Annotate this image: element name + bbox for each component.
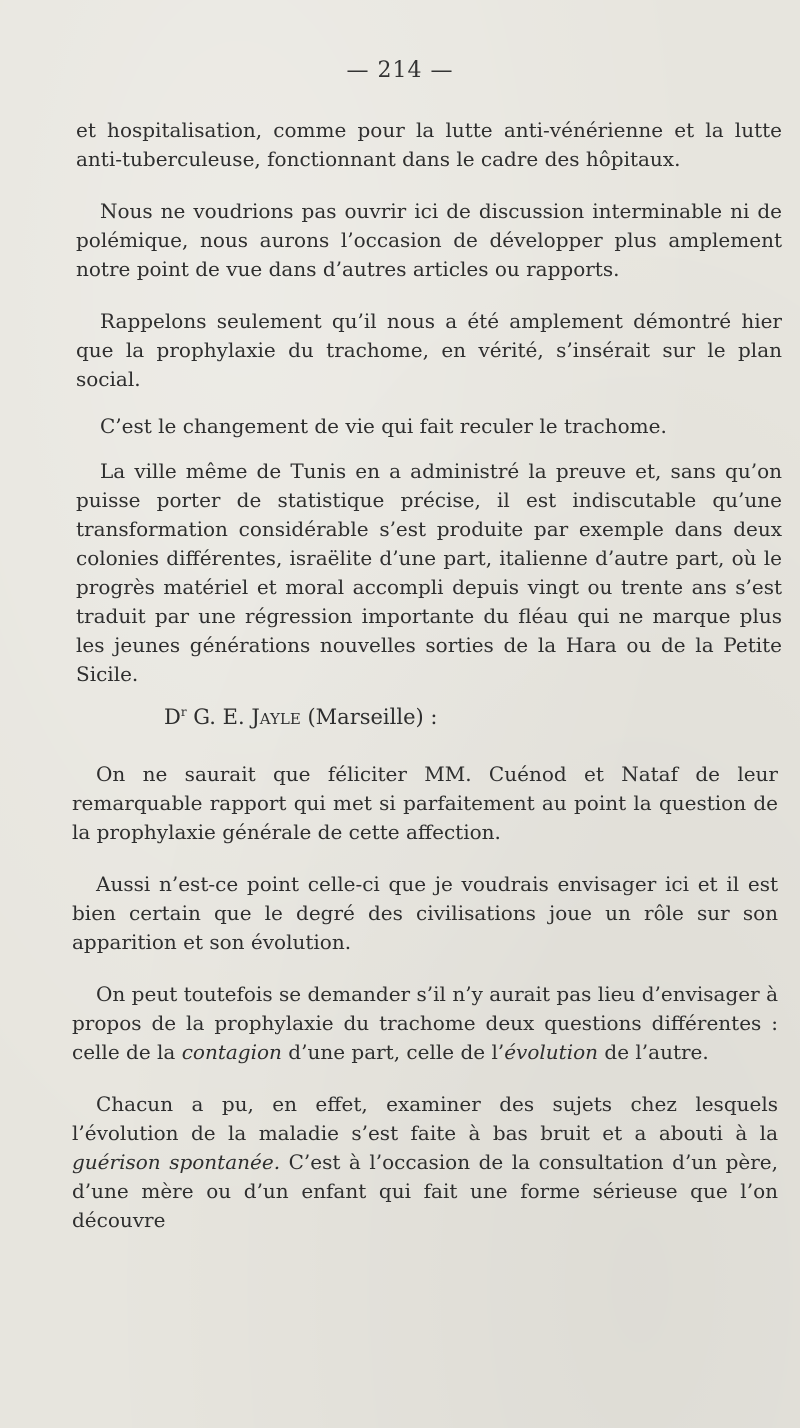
heading-place: (Marseille) : (300, 705, 438, 729)
page-number: — 214 — (346, 58, 454, 83)
speaker-heading (164, 705, 437, 729)
paragraph: La ville même de Tunis en a administré la preuve et, sans qu’on puisse porter de statistique précise, il est indiscutable qu’une transformation considérable s’est produite par exemple dans deux colonies différentes, israëlite d’une part, italienne d’autre part, où le progrès matériel et moral accompli depuis vingt ou trente ans s’est traduit par une régression importante du fléau qui ne marque plus les jeunes générations nouvelles sorties de la Hara ou de la Petite Sicile. (76, 459, 782, 686)
heading-prefix: D (164, 705, 181, 729)
heading-superscript: r (180, 705, 187, 719)
heading-initials: G. E. (186, 705, 252, 729)
paragraph: et hospitalisation, comme pour la lutte anti-vénérienne et la lutte anti-tuberculeuse, fonctionnant dans le cadre des hôpitaux. (76, 118, 782, 171)
paragraph: C’est le changement de vie qui fait reculer le trachome. (100, 414, 667, 438)
emphasis: évolution (504, 1040, 599, 1064)
text-run: de l’autre. (598, 1040, 709, 1064)
text-run: Chacun a pu, en effet, examiner des sujets chez lesquels l’évolution de la maladie s’est faite à bas bruit et a abouti à la (72, 1092, 778, 1145)
emphasis: contagion (181, 1040, 282, 1064)
paragraph (72, 1090, 778, 1235)
paragraph: On ne saurait que féliciter MM. Cuénod et Nataf de leur remarquable rapport qui met si parfaitement au point la question de la prophylaxie générale de cette affection. (72, 762, 778, 844)
paragraph: Rappelons seulement qu’il nous a été amplement démontré hier que la prophylaxie du trachome, en vérité, s’insérait sur le plan social. (76, 309, 782, 391)
paragraph (72, 980, 778, 1067)
paragraph: Aussi n’est-ce point celle-ci que je voudrais envisager ici et il est bien certain que le degré des civilisations joue un rôle sur son apparition et son évolution. (72, 872, 778, 954)
text-run: C’est à l’occasion de la consultation d’un père, d’une mère ou d’un enfant qui fait une forme sérieuse que l’on découvre (72, 1150, 778, 1232)
heading-surname: Jayle (251, 705, 301, 729)
text-run: On peut toutefois se demander s’il n’y aurait pas lieu d’envisager à propos de la prophylaxie du trachome deux questions différentes : celle de la (72, 982, 778, 1064)
paragraph: Nous ne voudrions pas ouvrir ici de discussion interminable ni de polémique, nous aurons l’occasion de développer plus amplement notre point de vue dans d’autres articles ou rapports. (76, 199, 782, 281)
text-run: d’une part, celle de l’ (281, 1040, 505, 1064)
emphasis: guérison spontanée. (72, 1150, 281, 1174)
